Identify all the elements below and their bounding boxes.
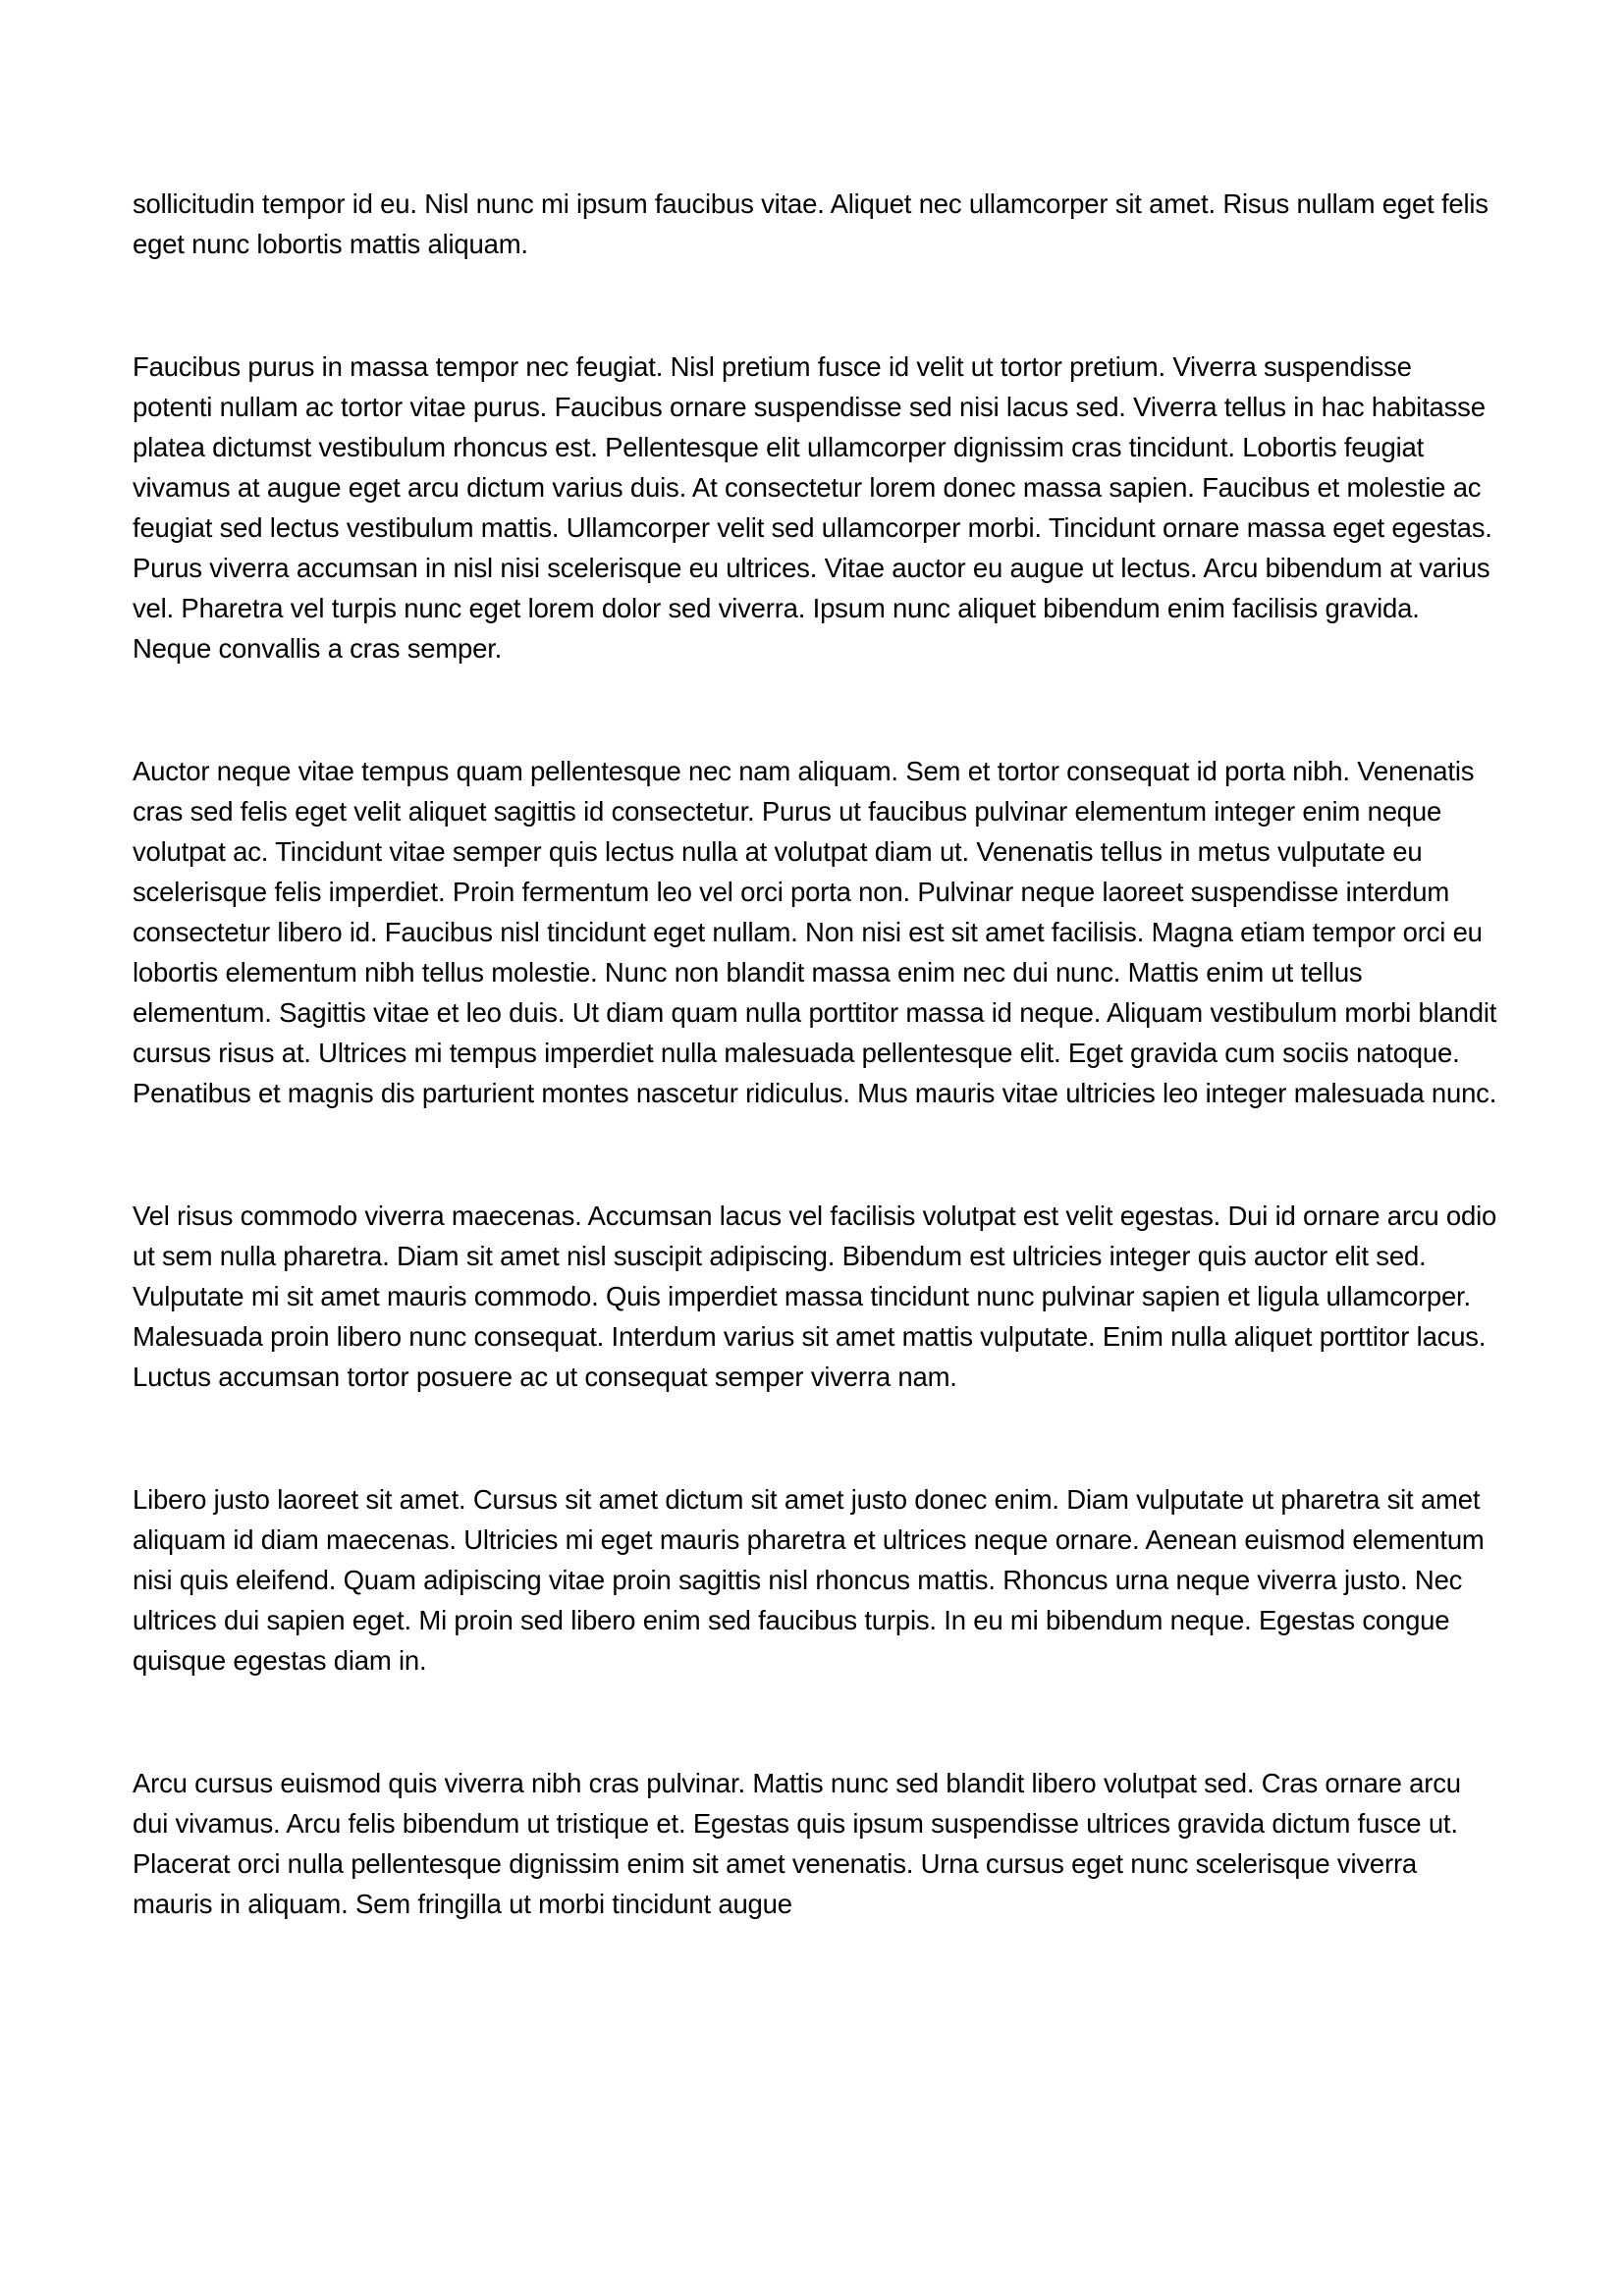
- paragraph-4: Vel risus commodo viverra maecenas. Accumsan lacus vel facilisis volutpat est velit egestas. Dui id ornare arcu odio ut sem nulla pharetra. Diam sit amet nisl suscipit adipiscing. Bibendum est ultricies integer quis auctor elit sed. Vulputate mi sit amet mauris commodo. Quis imperdiet massa tincidunt nunc pulvinar sapien et ligula ullamcorper. Malesuada proin libero nunc consequat. Interdum varius sit amet mattis vulputate. Enim nulla aliquet porttitor lacus. Luctus accumsan tortor posuere ac ut consequat semper viverra nam.: [133, 1201, 1497, 1392]
- document-text-block: [133, 184, 1497, 2006]
- paragraph-5: Libero justo laoreet sit amet. Cursus sit amet dictum sit amet justo donec enim. Diam vulputate ut pharetra sit amet aliquam id diam maecenas. Ultricies mi eget mauris pharetra et ultrices neque ornare. Aenean euismod elementum nisi quis eleifend. Quam adipiscing vitae proin sagittis nisl rhoncus mattis. Rhoncus urna neque viverra justo. Nec ultrices dui sapien eget. Mi proin sed libero enim sed faucibus turpis. In eu mi bibendum neque. Egestas congue quisque egestas diam in.: [133, 1484, 1485, 1676]
- paragraph-6: Arcu cursus euismod quis viverra nibh cras pulvinar. Mattis nunc sed blandit libero volutpat sed. Cras ornare arcu dui vivamus. Arcu felis bibendum ut tristique et. Egestas quis ipsum suspendisse ultrices gravida dictum fusce ut. Placerat orci nulla pellentesque dignissim enim sit amet venenatis. Urna cursus eget nunc scelerisque viverra mauris in aliquam. Sem fringilla ut morbi tincidunt augue: [133, 1768, 1461, 1919]
- paragraph-3: Auctor neque vitae tempus quam pellentesque nec nam aliquam. Sem et tortor consequat id porta nibh. Venenatis cras sed felis eget velit aliquet sagittis id consectetur. Purus ut faucibus pulvinar elementum integer enim neque volutpat ac. Tincidunt vitae semper quis lectus nulla at volutpat diam ut. Venenatis tellus in metus vulputate eu scelerisque felis imperdiet. Proin fermentum leo vel orci porta non. Pulvinar neque laoreet suspendisse interdum consectetur libero id. Faucibus nisl tincidunt eget nullam. Non nisi est sit amet facilisis. Magna etiam tempor orci eu lobortis elementum nibh tellus molestie. Nunc non blandit massa enim nec dui nunc. Mattis enim ut tellus elementum. Sagittis vitae et leo duis. Ut diam quam nulla porttitor massa id neque. Aliquam vestibulum morbi blandit cursus risus at. Ultrices mi tempus imperdiet nulla malesuada pellentesque elit. Eget gravida cum sociis natoque. Penatibus et magnis dis parturient montes nascetur ridiculus. Mus mauris vitae ultricies leo integer malesuada nunc.: [133, 756, 1497, 1108]
- paragraph-1: sollicitudin tempor id eu. Nisl nunc mi ipsum faucibus vitae. Aliquet nec ullamcorper sit amet. Risus nullam eget felis eget nunc lobortis mattis aliquam.: [133, 188, 1489, 259]
- paragraph-2: Faucibus purus in massa tempor nec feugiat. Nisl pretium fusce id velit ut tortor pretium. Viverra suspendisse potenti nullam ac tortor vitae purus. Faucibus ornare suspendisse sed nisi lacus sed. Viverra tellus in hac habitasse platea dictumst vestibulum rhoncus est. Pellentesque elit ullamcorper dignissim cras tincidunt. Lobortis feugiat vivamus at augue eget arcu dictum varius duis. At consectetur lorem donec massa sapien. Faucibus et molestie ac feugiat sed lectus vestibulum mattis. Ullamcorper velit sed ullamcorper morbi. Tincidunt ornare massa eget egestas. Purus viverra accumsan in nisl nisi scelerisque eu ultrices. Vitae auctor eu augue ut lectus. Arcu bibendum at varius vel. Pharetra vel turpis nunc eget lorem dolor sed viverra. Ipsum nunc aliquet bibendum enim facilisis gravida. Neque convallis a cras semper.: [133, 351, 1492, 664]
